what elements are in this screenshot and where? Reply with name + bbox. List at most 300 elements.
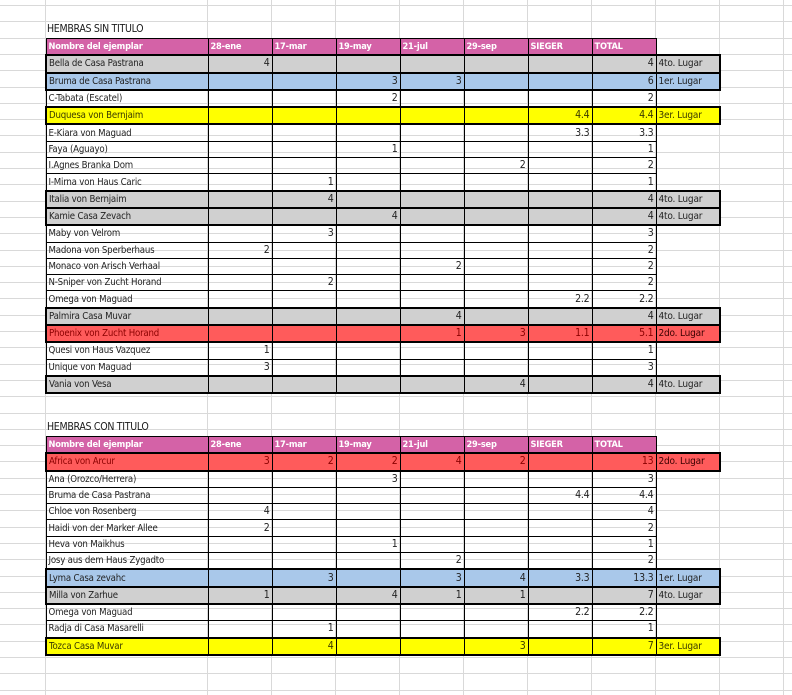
cell-lugar[interactable] (656, 291, 720, 308)
cell-points[interactable]: 3 (464, 638, 528, 655)
cell-points[interactable]: 4 (464, 376, 528, 393)
cell-points[interactable] (336, 638, 400, 655)
cell-total[interactable]: 1 (592, 174, 656, 191)
cell-points[interactable] (464, 55, 528, 72)
cell-points[interactable] (272, 587, 336, 604)
cell-total[interactable]: 4 (592, 308, 656, 325)
cell-points[interactable] (208, 325, 272, 342)
cell-lugar[interactable] (656, 90, 720, 107)
cell-points[interactable]: 2 (464, 158, 528, 174)
cell-ejemplar-name[interactable]: Madona von Sperberhaus (46, 242, 208, 258)
cell-ejemplar-name[interactable]: Josy aus dem Haus Zygadto (46, 553, 208, 570)
cell-total[interactable]: 3 (592, 359, 656, 376)
cell-points[interactable] (208, 73, 272, 90)
column-header[interactable]: 19-may (336, 437, 400, 454)
cell-points[interactable]: 3 (336, 471, 400, 488)
cell-points[interactable]: 4.4 (528, 487, 592, 503)
cell-points[interactable] (336, 124, 400, 141)
cell-points[interactable]: 1 (400, 325, 464, 342)
cell-points[interactable] (208, 471, 272, 488)
cell-ejemplar-name[interactable]: Africa von Arcur (46, 453, 208, 470)
cell-total[interactable]: 1 (592, 621, 656, 638)
cell-points[interactable]: 3 (208, 359, 272, 376)
cell-points[interactable]: 4 (272, 191, 336, 208)
cell-points[interactable] (464, 141, 528, 157)
cell-points[interactable] (400, 208, 464, 225)
column-header[interactable]: Nombre del ejemplar (46, 437, 208, 454)
cell-points[interactable] (400, 376, 464, 393)
cell-ejemplar-name[interactable]: I.Agnes Branka Dom (46, 158, 208, 174)
cell-points[interactable] (528, 174, 592, 191)
cell-points[interactable]: 3 (272, 569, 336, 586)
cell-total[interactable]: 2 (592, 520, 656, 536)
cell-lugar[interactable] (656, 141, 720, 157)
cell-lugar[interactable]: 1er. Lugar (656, 569, 720, 586)
cell-points[interactable] (336, 191, 400, 208)
cell-points[interactable]: 2 (400, 258, 464, 274)
cell-points[interactable] (464, 487, 528, 503)
cell-points[interactable] (208, 553, 272, 570)
cell-points[interactable] (272, 55, 336, 72)
cell-total[interactable]: 5.1 (592, 325, 656, 342)
cell-lugar[interactable] (656, 553, 720, 570)
cell-lugar[interactable] (656, 242, 720, 258)
cell-points[interactable] (336, 55, 400, 72)
cell-points[interactable] (272, 487, 336, 503)
cell-points[interactable] (208, 107, 272, 124)
cell-points[interactable]: 1 (208, 342, 272, 359)
cell-lugar[interactable]: 4to. Lugar (656, 308, 720, 325)
cell-points[interactable] (528, 342, 592, 359)
cell-points[interactable] (336, 325, 400, 342)
cell-total[interactable]: 7 (592, 638, 656, 655)
cell-points[interactable]: 1.1 (528, 325, 592, 342)
column-header[interactable]: 29-sep (464, 437, 528, 454)
cell-points[interactable] (464, 359, 528, 376)
cell-ejemplar-name[interactable]: Kamie Casa Zevach (46, 208, 208, 225)
cell-points[interactable]: 4 (208, 55, 272, 72)
cell-ejemplar-name[interactable]: Phoenix von Zucht Horand (46, 325, 208, 342)
column-header[interactable]: 29-sep (464, 39, 528, 56)
cell-points[interactable] (400, 487, 464, 503)
cell-points[interactable] (208, 90, 272, 107)
cell-points[interactable] (464, 124, 528, 141)
cell-points[interactable]: 3 (336, 73, 400, 90)
cell-points[interactable] (528, 359, 592, 376)
cell-points[interactable] (464, 258, 528, 274)
cell-points[interactable] (272, 553, 336, 570)
cell-total[interactable]: 4.4 (592, 487, 656, 503)
cell-total[interactable]: 3.3 (592, 124, 656, 141)
cell-points[interactable] (528, 638, 592, 655)
column-header[interactable]: SIEGER (528, 39, 592, 56)
cell-ejemplar-name[interactable]: Radja di Casa Masarelli (46, 621, 208, 638)
cell-points[interactable] (336, 258, 400, 274)
cell-total[interactable]: 7 (592, 587, 656, 604)
cell-points[interactable] (400, 191, 464, 208)
cell-points[interactable] (272, 291, 336, 308)
cell-lugar[interactable] (656, 536, 720, 552)
cell-total[interactable]: 1 (592, 536, 656, 552)
cell-points[interactable]: 2.2 (528, 604, 592, 621)
cell-points[interactable] (464, 107, 528, 124)
cell-points[interactable] (464, 208, 528, 225)
cell-total[interactable]: 1 (592, 141, 656, 157)
cell-points[interactable] (400, 90, 464, 107)
cell-points[interactable] (464, 242, 528, 258)
cell-total[interactable]: 3 (592, 471, 656, 488)
cell-lugar[interactable] (656, 520, 720, 536)
cell-points[interactable] (208, 258, 272, 274)
cell-points[interactable]: 4 (208, 504, 272, 520)
cell-points[interactable] (400, 124, 464, 141)
cell-points[interactable] (528, 225, 592, 242)
cell-points[interactable] (400, 275, 464, 291)
cell-points[interactable] (400, 158, 464, 174)
cell-points[interactable] (400, 141, 464, 157)
cell-points[interactable] (272, 141, 336, 157)
cell-points[interactable] (528, 158, 592, 174)
empty-cell[interactable] (656, 39, 720, 56)
cell-points[interactable] (336, 174, 400, 191)
cell-points[interactable] (464, 308, 528, 325)
cell-points[interactable] (528, 55, 592, 72)
cell-points[interactable] (464, 225, 528, 242)
cell-points[interactable] (208, 124, 272, 141)
cell-ejemplar-name[interactable]: Duquesa von Bernjaim (46, 107, 208, 124)
cell-points[interactable] (528, 191, 592, 208)
cell-points[interactable] (528, 258, 592, 274)
cell-points[interactable]: 1 (336, 141, 400, 157)
cell-points[interactable] (208, 487, 272, 503)
cell-ejemplar-name[interactable]: Lyma Casa zevahc (46, 569, 208, 586)
cell-points[interactable] (336, 621, 400, 638)
cell-lugar[interactable] (656, 258, 720, 274)
cell-total[interactable]: 4 (592, 55, 656, 72)
cell-points[interactable]: 1 (464, 587, 528, 604)
cell-points[interactable] (336, 158, 400, 174)
cell-points[interactable] (400, 504, 464, 520)
cell-points[interactable] (208, 191, 272, 208)
cell-ejemplar-name[interactable]: Bruma de Casa Pastrana (46, 73, 208, 90)
cell-lugar[interactable] (656, 604, 720, 621)
cell-points[interactable]: 4 (336, 208, 400, 225)
cell-points[interactable]: 4.4 (528, 107, 592, 124)
cell-total[interactable]: 4 (592, 504, 656, 520)
cell-points[interactable] (208, 569, 272, 586)
cell-points[interactable]: 3.3 (528, 124, 592, 141)
cell-points[interactable] (528, 90, 592, 107)
cell-points[interactable]: 2 (272, 275, 336, 291)
cell-points[interactable]: 4 (272, 638, 336, 655)
cell-points[interactable] (400, 107, 464, 124)
cell-lugar[interactable]: 3er. Lugar (656, 107, 720, 124)
cell-points[interactable] (272, 536, 336, 552)
cell-points[interactable] (272, 73, 336, 90)
cell-ejemplar-name[interactable]: Bella de Casa Pastrana (46, 55, 208, 72)
cell-points[interactable] (336, 569, 400, 586)
column-header[interactable]: 28-ene (208, 39, 272, 56)
cell-points[interactable] (464, 174, 528, 191)
cell-ejemplar-name[interactable]: N-Sniper von Zucht Horand (46, 275, 208, 291)
cell-points[interactable] (336, 604, 400, 621)
cell-points[interactable] (336, 376, 400, 393)
cell-points[interactable] (272, 242, 336, 258)
cell-points[interactable]: 2 (208, 242, 272, 258)
cell-points[interactable] (400, 638, 464, 655)
cell-points[interactable]: 1 (272, 621, 336, 638)
cell-total[interactable]: 2 (592, 275, 656, 291)
cell-points[interactable]: 2 (336, 90, 400, 107)
cell-points[interactable] (528, 553, 592, 570)
cell-ejemplar-name[interactable]: Chloe von Rosenberg (46, 504, 208, 520)
cell-points[interactable] (336, 291, 400, 308)
column-header[interactable]: 17-mar (272, 437, 336, 454)
cell-points[interactable] (208, 638, 272, 655)
cell-points[interactable] (464, 520, 528, 536)
cell-points[interactable]: 1 (272, 174, 336, 191)
column-header[interactable]: SIEGER (528, 437, 592, 454)
cell-points[interactable] (208, 291, 272, 308)
cell-points[interactable] (336, 275, 400, 291)
cell-total[interactable]: 2 (592, 90, 656, 107)
cell-points[interactable] (400, 359, 464, 376)
cell-points[interactable]: 1 (336, 536, 400, 552)
column-header[interactable]: TOTAL (592, 437, 656, 454)
cell-points[interactable] (208, 536, 272, 552)
cell-points[interactable] (400, 342, 464, 359)
cell-total[interactable]: 3 (592, 225, 656, 242)
cell-points[interactable] (336, 359, 400, 376)
cell-lugar[interactable]: 4to. Lugar (656, 55, 720, 72)
cell-points[interactable] (272, 158, 336, 174)
cell-lugar[interactable]: 4to. Lugar (656, 376, 720, 393)
cell-ejemplar-name[interactable]: Italia von Bernjaim (46, 191, 208, 208)
cell-points[interactable] (336, 553, 400, 570)
cell-points[interactable] (528, 141, 592, 157)
cell-lugar[interactable] (656, 174, 720, 191)
cell-total[interactable]: 2 (592, 258, 656, 274)
cell-points[interactable] (336, 242, 400, 258)
cell-ejemplar-name[interactable]: Vania von Vesa (46, 376, 208, 393)
cell-lugar[interactable]: 2do. Lugar (656, 453, 720, 470)
cell-points[interactable] (208, 604, 272, 621)
cell-points[interactable] (464, 604, 528, 621)
cell-points[interactable] (528, 275, 592, 291)
cell-ejemplar-name[interactable]: Omega von Maguad (46, 291, 208, 308)
column-header[interactable]: 28-ene (208, 437, 272, 454)
column-header[interactable]: TOTAL (592, 39, 656, 56)
cell-lugar[interactable] (656, 158, 720, 174)
cell-lugar[interactable] (656, 124, 720, 141)
cell-points[interactable] (464, 90, 528, 107)
cell-ejemplar-name[interactable]: Palmira Casa Muvar (46, 308, 208, 325)
column-header[interactable]: 21-jul (400, 39, 464, 56)
column-header[interactable]: 21-jul (400, 437, 464, 454)
cell-points[interactable]: 3 (400, 569, 464, 586)
cell-lugar[interactable]: 4to. Lugar (656, 191, 720, 208)
cell-lugar[interactable] (656, 471, 720, 488)
cell-points[interactable] (528, 453, 592, 470)
cell-points[interactable] (272, 376, 336, 393)
cell-points[interactable] (464, 342, 528, 359)
cell-total[interactable]: 2 (592, 158, 656, 174)
cell-points[interactable] (464, 504, 528, 520)
cell-points[interactable] (400, 225, 464, 242)
cell-points[interactable] (528, 520, 592, 536)
cell-points[interactable]: 3.3 (528, 569, 592, 586)
cell-ejemplar-name[interactable]: C-Tabata (Escatel) (46, 90, 208, 107)
cell-total[interactable]: 2.2 (592, 604, 656, 621)
column-header[interactable]: 19-may (336, 39, 400, 56)
cell-ejemplar-name[interactable]: Heva von Maikhus (46, 536, 208, 552)
cell-points[interactable] (400, 291, 464, 308)
cell-points[interactable] (528, 208, 592, 225)
cell-points[interactable] (336, 487, 400, 503)
cell-points[interactable] (464, 553, 528, 570)
cell-lugar[interactable]: 2do. Lugar (656, 325, 720, 342)
cell-points[interactable]: 3 (400, 73, 464, 90)
cell-points[interactable]: 4 (336, 587, 400, 604)
cell-points[interactable]: 1 (208, 587, 272, 604)
cell-total[interactable]: 13 (592, 453, 656, 470)
cell-points[interactable] (528, 242, 592, 258)
cell-ejemplar-name[interactable]: Haidi von der Marker Allee (46, 520, 208, 536)
cell-points[interactable]: 2 (464, 453, 528, 470)
cell-points[interactable]: 3 (208, 453, 272, 470)
cell-total[interactable]: 1 (592, 342, 656, 359)
cell-ejemplar-name[interactable]: I-Mirna von Haus Caric (46, 174, 208, 191)
cell-points[interactable] (272, 107, 336, 124)
cell-total[interactable]: 4 (592, 191, 656, 208)
cell-points[interactable] (208, 208, 272, 225)
cell-points[interactable] (400, 621, 464, 638)
cell-points[interactable] (208, 376, 272, 393)
cell-points[interactable] (528, 587, 592, 604)
cell-ejemplar-name[interactable]: Unique von Maguad (46, 359, 208, 376)
cell-points[interactable]: 4 (464, 569, 528, 586)
cell-points[interactable] (528, 73, 592, 90)
cell-points[interactable] (464, 291, 528, 308)
cell-lugar[interactable] (656, 621, 720, 638)
cell-ejemplar-name[interactable]: Tozca Casa Muvar (46, 638, 208, 655)
cell-points[interactable] (400, 55, 464, 72)
cell-points[interactable] (528, 536, 592, 552)
cell-ejemplar-name[interactable]: Faya (Aguayo) (46, 141, 208, 157)
cell-points[interactable] (464, 73, 528, 90)
cell-total[interactable]: 13.3 (592, 569, 656, 586)
cell-points[interactable] (336, 520, 400, 536)
cell-points[interactable]: 2.2 (528, 291, 592, 308)
cell-lugar[interactable] (656, 275, 720, 291)
cell-ejemplar-name[interactable]: Quesi von Haus Vazquez (46, 342, 208, 359)
cell-points[interactable] (336, 308, 400, 325)
cell-ejemplar-name[interactable]: Monaco von Arisch Verhaal (46, 258, 208, 274)
cell-points[interactable] (208, 141, 272, 157)
cell-points[interactable]: 4 (400, 308, 464, 325)
cell-points[interactable]: 2 (208, 520, 272, 536)
cell-points[interactable] (400, 471, 464, 488)
cell-points[interactable] (272, 471, 336, 488)
cell-points[interactable] (528, 621, 592, 638)
cell-points[interactable] (336, 225, 400, 242)
cell-points[interactable] (464, 471, 528, 488)
cell-points[interactable] (208, 621, 272, 638)
cell-points[interactable]: 2 (400, 553, 464, 570)
cell-points[interactable]: 1 (400, 587, 464, 604)
cell-points[interactable] (464, 536, 528, 552)
cell-points[interactable] (272, 520, 336, 536)
cell-points[interactable]: 2 (272, 453, 336, 470)
cell-lugar[interactable] (656, 504, 720, 520)
cell-points[interactable] (272, 90, 336, 107)
cell-points[interactable] (400, 520, 464, 536)
cell-points[interactable] (208, 174, 272, 191)
cell-points[interactable]: 3 (272, 225, 336, 242)
cell-points[interactable] (528, 471, 592, 488)
cell-lugar[interactable]: 3er. Lugar (656, 638, 720, 655)
cell-lugar[interactable] (656, 487, 720, 503)
cell-ejemplar-name[interactable]: Maby von Velrom (46, 225, 208, 242)
cell-points[interactable] (272, 504, 336, 520)
cell-points[interactable] (272, 208, 336, 225)
cell-points[interactable] (528, 308, 592, 325)
empty-cell[interactable] (656, 437, 720, 454)
cell-points[interactable] (208, 225, 272, 242)
cell-total[interactable]: 2 (592, 553, 656, 570)
cell-points[interactable] (464, 275, 528, 291)
cell-points[interactable] (272, 604, 336, 621)
cell-lugar[interactable]: 4to. Lugar (656, 208, 720, 225)
cell-points[interactable] (272, 359, 336, 376)
cell-points[interactable] (272, 124, 336, 141)
column-header[interactable]: Nombre del ejemplar (46, 39, 208, 56)
cell-points[interactable] (464, 191, 528, 208)
cell-points[interactable] (400, 174, 464, 191)
cell-points[interactable] (272, 325, 336, 342)
cell-points[interactable] (208, 308, 272, 325)
cell-points[interactable] (208, 275, 272, 291)
column-header[interactable]: 17-mar (272, 39, 336, 56)
cell-points[interactable] (336, 504, 400, 520)
cell-points[interactable] (528, 504, 592, 520)
cell-points[interactable]: 2 (336, 453, 400, 470)
cell-points[interactable] (208, 158, 272, 174)
cell-points[interactable] (400, 604, 464, 621)
cell-points[interactable] (400, 242, 464, 258)
cell-lugar[interactable] (656, 342, 720, 359)
cell-points[interactable]: 4 (400, 453, 464, 470)
cell-total[interactable]: 2.2 (592, 291, 656, 308)
cell-ejemplar-name[interactable]: Omega von Maguad (46, 604, 208, 621)
cell-ejemplar-name[interactable]: Bruma de Casa Pastrana (46, 487, 208, 503)
cell-lugar[interactable] (656, 359, 720, 376)
cell-points[interactable] (400, 536, 464, 552)
cell-ejemplar-name[interactable]: Milla von Zarhue (46, 587, 208, 604)
cell-total[interactable]: 4 (592, 208, 656, 225)
cell-points[interactable]: 3 (464, 325, 528, 342)
cell-total[interactable]: 4 (592, 376, 656, 393)
cell-points[interactable] (336, 342, 400, 359)
cell-points[interactable] (272, 342, 336, 359)
cell-points[interactable] (464, 621, 528, 638)
cell-total[interactable]: 6 (592, 73, 656, 90)
cell-points[interactable] (528, 376, 592, 393)
cell-points[interactable] (272, 258, 336, 274)
cell-total[interactable]: 2 (592, 242, 656, 258)
cell-points[interactable] (336, 107, 400, 124)
cell-lugar[interactable]: 1er. Lugar (656, 73, 720, 90)
